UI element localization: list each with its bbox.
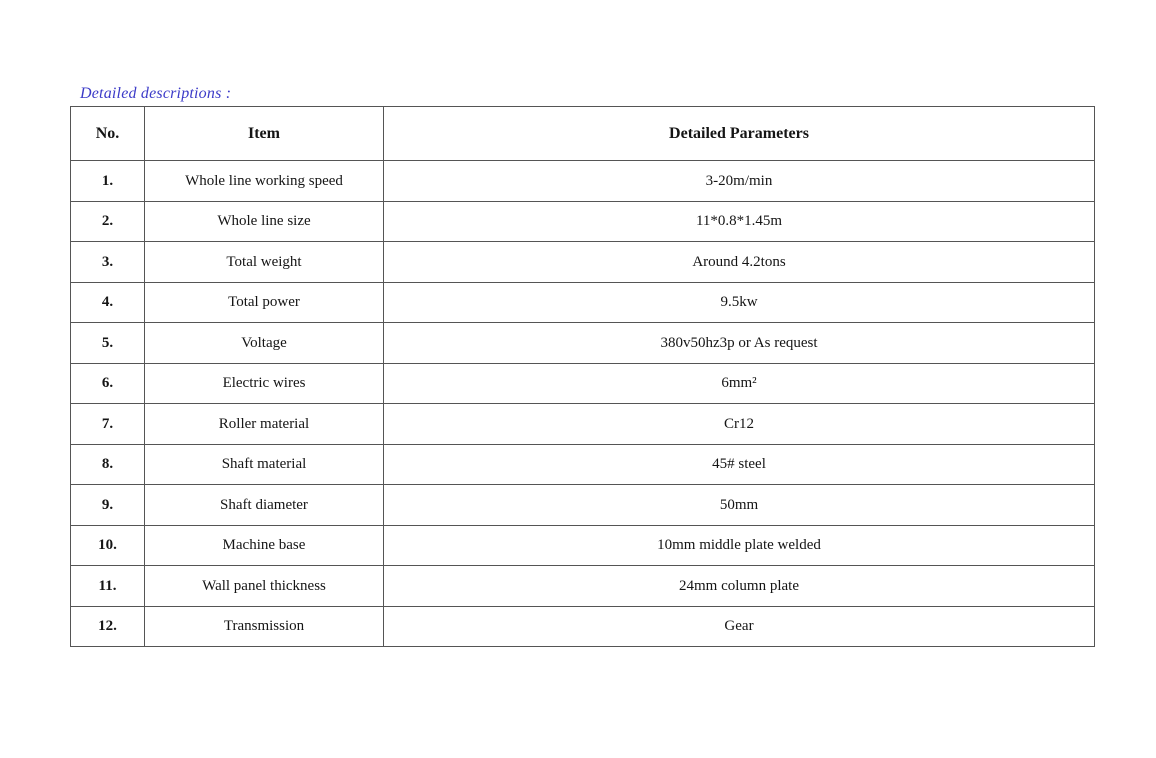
table-header — [71, 107, 1095, 161]
item-cell: Whole line size — [145, 201, 384, 242]
item-cell: Machine base — [145, 525, 384, 566]
table-row — [71, 525, 1095, 566]
row-number-cell: 9. — [71, 485, 145, 526]
row-number-cell: 1. — [71, 161, 145, 202]
section-title: Detailed descriptions : — [80, 85, 232, 102]
param-cell: 6mm² — [384, 363, 1095, 404]
col-header-item: Item — [145, 107, 384, 161]
table-row — [71, 282, 1095, 323]
param-cell: 9.5kw — [384, 282, 1095, 323]
param-cell: Gear — [384, 606, 1095, 647]
table-row — [71, 566, 1095, 607]
row-number-cell: 6. — [71, 363, 145, 404]
param-cell: Around 4.2tons — [384, 242, 1095, 283]
table-header-row — [71, 107, 1095, 161]
item-cell: Roller material — [145, 404, 384, 445]
param-cell: 380v50hz3p or As request — [384, 323, 1095, 364]
row-number-cell: 3. — [71, 242, 145, 283]
table-row — [71, 242, 1095, 283]
item-cell: Total weight — [145, 242, 384, 283]
table-row — [71, 161, 1095, 202]
param-cell: Cr12 — [384, 404, 1095, 445]
item-cell: Transmission — [145, 606, 384, 647]
row-number-cell: 10. — [71, 525, 145, 566]
item-cell: Electric wires — [145, 363, 384, 404]
param-cell: 45# steel — [384, 444, 1095, 485]
row-number-cell: 11. — [71, 566, 145, 607]
table-row — [71, 444, 1095, 485]
row-number-cell: 12. — [71, 606, 145, 647]
col-header-params: Detailed Parameters — [384, 107, 1095, 161]
param-cell: 11*0.8*1.45m — [384, 201, 1095, 242]
param-cell: 24mm column plate — [384, 566, 1095, 607]
row-number-cell: 7. — [71, 404, 145, 445]
item-cell: Shaft material — [145, 444, 384, 485]
item-cell: Wall panel thickness — [145, 566, 384, 607]
col-header-no: No. — [71, 107, 145, 161]
param-cell: 50mm — [384, 485, 1095, 526]
table-body — [71, 161, 1095, 647]
row-number-cell: 2. — [71, 201, 145, 242]
table-row — [71, 323, 1095, 364]
table-row — [71, 606, 1095, 647]
param-cell: 10mm middle plate welded — [384, 525, 1095, 566]
row-number-cell: 8. — [71, 444, 145, 485]
param-cell: 3-20m/min — [384, 161, 1095, 202]
item-cell: Voltage — [145, 323, 384, 364]
table-row — [71, 404, 1095, 445]
item-cell: Total power — [145, 282, 384, 323]
table-row — [71, 363, 1095, 404]
table-row — [71, 201, 1095, 242]
item-cell: Whole line working speed — [145, 161, 384, 202]
item-cell: Shaft diameter — [145, 485, 384, 526]
row-number-cell: 5. — [71, 323, 145, 364]
table-row — [71, 485, 1095, 526]
row-number-cell: 4. — [71, 282, 145, 323]
parameters-table — [70, 106, 1095, 647]
